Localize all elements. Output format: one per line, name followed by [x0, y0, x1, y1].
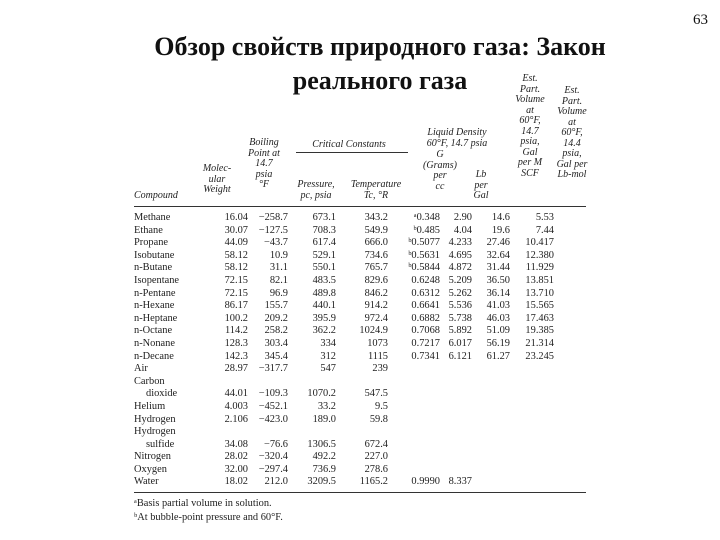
compound-name-cell: Air [134, 363, 148, 375]
value-cell: 10.9 [269, 249, 288, 261]
value-cell [474, 451, 512, 464]
value-cell: −320.4 [258, 451, 288, 463]
value-cell [390, 388, 442, 401]
table-row [134, 288, 556, 301]
value-cell: 529.1 [312, 249, 336, 261]
table-bottom-rule [134, 492, 586, 493]
table-row [134, 225, 556, 238]
value-cell: 44.09 [224, 237, 248, 249]
value-cell: 13.851 [525, 274, 554, 286]
compound-name-cell: Propane [134, 237, 169, 249]
value-cell: 5.262 [448, 287, 472, 299]
value-cell: 673.1 [312, 212, 336, 223]
value-cell: 0.6248 [411, 274, 440, 286]
header-g-per-cc: G (Grams) per cc [423, 149, 457, 192]
value-cell: 72.15 [224, 287, 248, 299]
value-cell [512, 414, 556, 427]
compound-name-cell: Nitrogen [134, 451, 171, 463]
value-cell: 56.19 [486, 337, 510, 349]
value-cell [390, 363, 442, 376]
value-cell: 5.892 [448, 325, 472, 337]
value-cell: 11.929 [525, 262, 554, 274]
value-cell [512, 401, 556, 414]
value-cell: 483.5 [312, 274, 336, 286]
value-cell: 32.64 [486, 249, 510, 261]
value-cell: 31.44 [486, 262, 510, 274]
value-cell: 227.0 [364, 451, 388, 463]
value-cell: 343.2 [364, 212, 388, 223]
value-cell: 36.50 [486, 274, 510, 286]
value-cell: 16.04 [224, 212, 248, 223]
value-cell: 19.385 [525, 325, 554, 337]
value-cell: 4.04 [453, 224, 472, 236]
value-cell: 212.0 [264, 476, 288, 488]
value-cell [338, 376, 390, 389]
value-cell: 239 [372, 363, 388, 375]
page-number: 63 [693, 12, 708, 28]
value-cell: 708.3 [312, 224, 336, 236]
compound-name-cell: n-Pentane [134, 287, 176, 299]
value-cell [512, 464, 556, 477]
header-liquid-density: Liquid Density 60°F, 14.7 psia [426, 127, 488, 149]
value-cell [474, 388, 512, 401]
value-cell: 1115 [367, 350, 388, 362]
value-cell: 734.6 [364, 249, 388, 261]
table-row [134, 363, 556, 376]
value-cell: 189.0 [312, 413, 336, 425]
value-cell [208, 376, 250, 389]
value-cell: 0.9990 [411, 476, 440, 488]
value-cell [250, 426, 290, 439]
value-cell: 0.7217 [411, 337, 440, 349]
value-cell: 8.337 [448, 476, 472, 488]
compound-name-cell: Isobutane [134, 249, 175, 261]
value-cell: 972.4 [364, 312, 388, 324]
value-cell: −109.3 [258, 388, 288, 400]
value-cell: 2.106 [224, 413, 248, 425]
header-bottom-rule [134, 206, 586, 207]
value-cell: 0.6641 [411, 300, 440, 312]
value-cell [390, 451, 442, 464]
value-cell: 4.003 [224, 400, 248, 412]
value-cell [474, 476, 512, 489]
value-cell [390, 439, 442, 452]
value-cell: 1024.9 [359, 325, 388, 337]
value-cell: 12.380 [525, 249, 554, 261]
value-cell [442, 363, 474, 376]
value-cell: 36.14 [486, 287, 510, 299]
value-cell: 23.245 [525, 350, 554, 362]
value-cell: ᵇ0.485 [413, 224, 440, 236]
value-cell: −127.5 [258, 224, 288, 236]
compound-name-cell: sulfide [146, 438, 175, 450]
title-line-1: Обзор свойств природного газа: Закон [154, 32, 606, 61]
value-cell: 914.2 [364, 300, 388, 312]
scanned-table [134, 72, 586, 534]
value-cell [512, 426, 556, 439]
value-cell [512, 451, 556, 464]
value-cell: 312 [320, 350, 336, 362]
value-cell: 846.2 [364, 287, 388, 299]
table-row [134, 262, 556, 275]
table-row [134, 401, 556, 414]
value-cell: 18.02 [224, 476, 248, 488]
value-cell [512, 376, 556, 389]
footnote-b: ᵇAt bubble-point pressure and 60°F. [134, 512, 283, 523]
value-cell: 4.872 [448, 262, 472, 274]
value-cell: 1073 [367, 337, 388, 349]
value-cell: 4.695 [448, 249, 472, 261]
value-cell: 142.3 [224, 350, 248, 362]
table-row [134, 388, 556, 401]
title-line-2: реального газа [292, 66, 468, 95]
critical-constants-rule [296, 152, 408, 153]
value-cell: 5.536 [448, 300, 472, 312]
value-cell: 547 [320, 363, 336, 375]
compound-name-cell: Water [134, 476, 159, 488]
compound-name-cell: Hydrogen [134, 426, 176, 438]
value-cell: 1070.2 [307, 388, 336, 400]
value-cell: 86.17 [224, 300, 248, 312]
value-cell: 32.00 [224, 463, 248, 475]
value-cell: ᵃ0.348 [413, 212, 440, 223]
table-row [134, 313, 556, 326]
value-cell: 14.6 [491, 212, 510, 223]
value-cell [474, 464, 512, 477]
compound-name-cell: Oxygen [134, 463, 167, 475]
header-boiling-point: Boiling Point at 14.7 psia °F [248, 137, 280, 190]
value-cell: 617.4 [312, 237, 336, 249]
table-row [134, 237, 556, 250]
value-cell: 34.08 [224, 438, 248, 450]
compound-name-cell: n-Nonane [134, 337, 175, 349]
value-cell [390, 426, 442, 439]
value-cell: 46.03 [486, 312, 510, 324]
value-cell: 19.6 [491, 224, 510, 236]
table-row [134, 325, 556, 338]
value-cell: 0.6882 [411, 312, 440, 324]
value-cell: 489.8 [312, 287, 336, 299]
value-cell: 155.7 [264, 300, 288, 312]
value-cell [442, 401, 474, 414]
compound-name-cell: n-Heptane [134, 312, 178, 324]
value-cell: 58.12 [224, 249, 248, 261]
value-cell: 7.44 [535, 224, 554, 236]
value-cell [512, 476, 556, 489]
value-cell: 72.15 [224, 274, 248, 286]
compound-name-cell: n-Hexane [134, 300, 175, 312]
value-cell: 549.9 [364, 224, 388, 236]
value-cell: 28.97 [224, 363, 248, 375]
value-cell: 550.1 [312, 262, 336, 274]
value-cell: 547.5 [364, 388, 388, 400]
value-cell: 345.4 [264, 350, 288, 362]
value-cell: 82.1 [269, 274, 288, 286]
value-cell: 765.7 [364, 262, 388, 274]
value-cell [512, 363, 556, 376]
value-cell [512, 439, 556, 452]
value-cell: 829.6 [364, 274, 388, 286]
value-cell: 31.1 [269, 262, 288, 274]
gas-properties-table [134, 212, 556, 489]
value-cell: 41.03 [486, 300, 510, 312]
header-pressure: Pressure, pc, psia [297, 179, 335, 201]
value-cell: 1165.2 [359, 476, 388, 488]
value-cell: 30.07 [224, 224, 248, 236]
value-cell: ᵇ0.5844 [408, 262, 440, 274]
value-cell: 21.314 [525, 337, 554, 349]
value-cell: 492.2 [312, 451, 336, 463]
table-row [134, 464, 556, 477]
value-cell: 13.710 [525, 287, 554, 299]
value-cell: 5.738 [448, 312, 472, 324]
value-cell: 0.7068 [411, 325, 440, 337]
value-cell [474, 401, 512, 414]
table-row [134, 376, 556, 389]
value-cell [474, 376, 512, 389]
value-cell: 61.27 [486, 350, 510, 362]
value-cell: 51.09 [486, 325, 510, 337]
value-cell [474, 426, 512, 439]
value-cell: 128.3 [224, 337, 248, 349]
value-cell: 9.5 [375, 400, 388, 412]
compound-name-cell: Methane [134, 212, 171, 223]
compound-name-cell: Helium [134, 400, 166, 412]
table-row [134, 476, 556, 489]
value-cell: 100.2 [224, 312, 248, 324]
value-cell: 0.6312 [411, 287, 440, 299]
value-cell: −452.1 [258, 400, 288, 412]
value-cell: 334 [320, 337, 336, 349]
value-cell: 59.8 [369, 413, 388, 425]
value-cell: 3209.5 [307, 476, 336, 488]
value-cell: 278.6 [364, 463, 388, 475]
table-row [134, 250, 556, 263]
value-cell: 5.53 [535, 212, 554, 223]
value-cell [512, 388, 556, 401]
value-cell [390, 464, 442, 477]
value-cell [442, 388, 474, 401]
table-row [134, 275, 556, 288]
value-cell: 4.233 [448, 237, 472, 249]
value-cell: 1306.5 [307, 438, 336, 450]
value-cell: 58.12 [224, 262, 248, 274]
value-cell: 209.2 [264, 312, 288, 324]
header-temperature: Temperature Tc, °R [350, 179, 402, 201]
compound-name-cell: Carbon [134, 375, 165, 387]
table-row [134, 451, 556, 464]
value-cell: −76.6 [263, 438, 288, 450]
value-cell: −423.0 [258, 413, 288, 425]
value-cell: 44.01 [224, 388, 248, 400]
value-cell [390, 401, 442, 414]
compound-name-cell: dioxide [146, 388, 178, 400]
header-volume-gal: Est. Part. Volume at 60°F, 14.7 psia, Gal per M SCF [515, 73, 545, 179]
compound-name-cell: n-Octane [134, 325, 173, 337]
value-cell: 395.9 [312, 312, 336, 324]
footnote-a: ᵃBasis partial volume in solution. [134, 498, 272, 509]
value-cell: −43.7 [263, 237, 288, 249]
value-cell [474, 414, 512, 427]
table-row [134, 300, 556, 313]
table-row [134, 414, 556, 427]
value-cell: 736.9 [312, 463, 336, 475]
value-cell [442, 451, 474, 464]
value-cell: 10.417 [525, 237, 554, 249]
table-row [134, 338, 556, 351]
value-cell [250, 376, 290, 389]
value-cell: ᵇ0.5077 [408, 237, 440, 249]
table-row [134, 426, 556, 439]
header-volume-lbmol: Est. Part. Volume at 60°F, 14.4 psia, Gal per Lb-mol [556, 85, 588, 180]
value-cell: 28.02 [224, 451, 248, 463]
value-cell: 666.0 [364, 237, 388, 249]
header-critical-constants: Critical Constants [312, 139, 386, 150]
value-cell: 5.209 [448, 274, 472, 286]
value-cell: 15.565 [525, 300, 554, 312]
value-cell [390, 376, 442, 389]
table-row [134, 351, 556, 364]
value-cell [474, 439, 512, 452]
value-cell [442, 414, 474, 427]
value-cell: 303.4 [264, 337, 288, 349]
table-row [134, 439, 556, 452]
value-cell: ᵇ0.5631 [408, 249, 440, 261]
value-cell [442, 376, 474, 389]
value-cell: −297.4 [258, 463, 288, 475]
value-cell: 27.46 [486, 237, 510, 249]
header-molecular-weight: Molec- ular Weight [202, 163, 232, 195]
header-compound: Compound [134, 190, 178, 201]
value-cell [290, 426, 338, 439]
value-cell [442, 464, 474, 477]
table-row [134, 212, 556, 225]
compound-name-cell: Isopentane [134, 274, 180, 286]
value-cell: 6.121 [448, 350, 472, 362]
compound-name-cell: n-Butane [134, 262, 173, 274]
value-cell: −258.7 [258, 212, 288, 223]
value-cell [208, 426, 250, 439]
header-lb-per-gal: Lb per Gal [473, 169, 489, 201]
value-cell: 362.2 [312, 325, 336, 337]
value-cell: 17.463 [525, 312, 554, 324]
value-cell: 258.2 [264, 325, 288, 337]
value-cell [474, 363, 512, 376]
value-cell [390, 414, 442, 427]
value-cell: 114.2 [225, 325, 248, 337]
value-cell: 33.2 [317, 400, 336, 412]
value-cell: 440.1 [312, 300, 336, 312]
compound-name-cell: Hydrogen [134, 413, 176, 425]
value-cell [442, 439, 474, 452]
value-cell: 6.017 [448, 337, 472, 349]
compound-name-cell: n-Decane [134, 350, 174, 362]
value-cell: 2.90 [453, 212, 472, 223]
value-cell: 0.7341 [411, 350, 440, 362]
value-cell: −317.7 [258, 363, 288, 375]
value-cell [442, 426, 474, 439]
value-cell [290, 376, 338, 389]
value-cell: 672.4 [364, 438, 388, 450]
value-cell [338, 426, 390, 439]
value-cell: 96.9 [269, 287, 288, 299]
compound-name-cell: Ethane [134, 224, 163, 236]
